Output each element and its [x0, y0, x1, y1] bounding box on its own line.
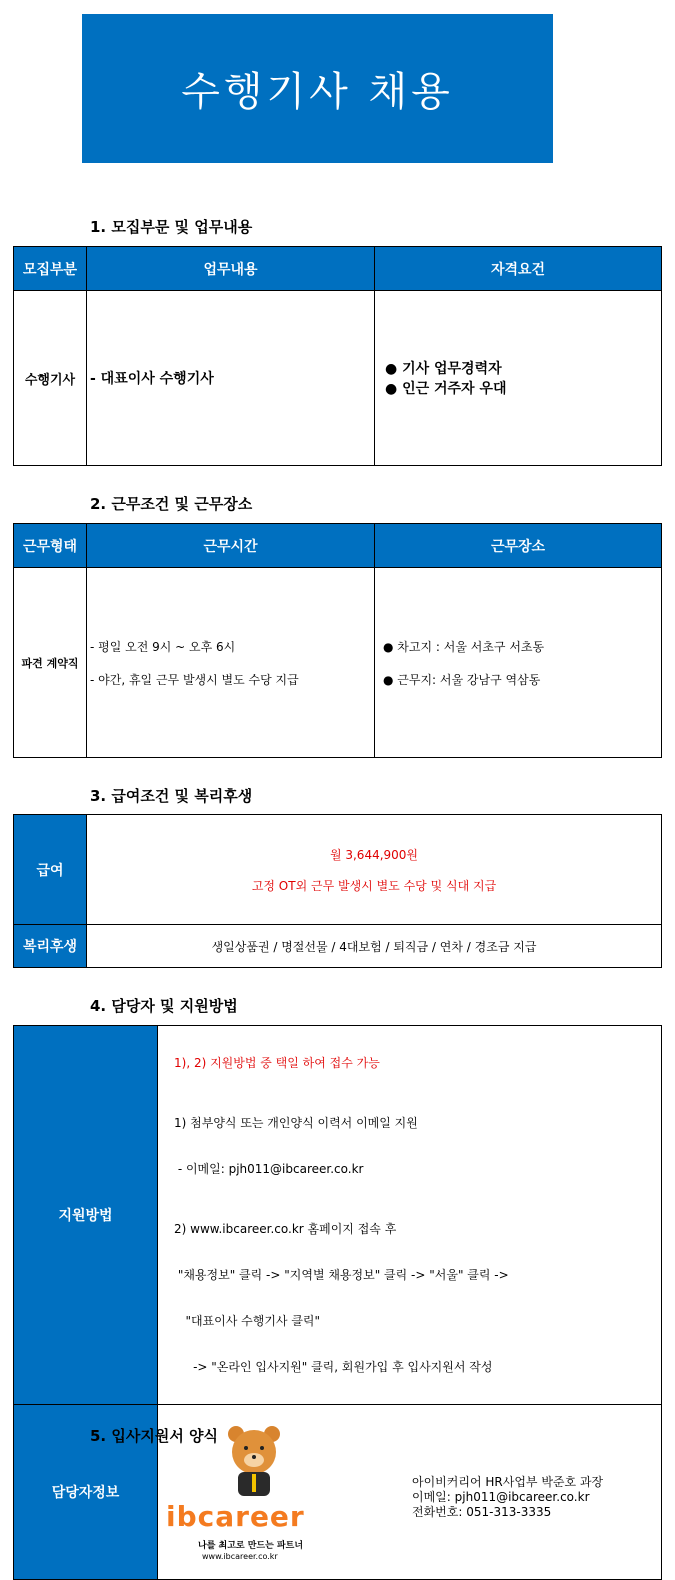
logo-wordmark: ibcareer	[166, 1500, 305, 1533]
header-category: 모집부분	[14, 247, 87, 291]
contact-email: 이메일: pjh011@ibcareer.co.kr	[412, 1489, 590, 1504]
apply-email: - 이메일: pjh011@ibcareer.co.kr	[174, 1162, 364, 1176]
duty-cell: - 대표이사 수행기사	[87, 291, 375, 466]
welfare-label: 복리후생	[14, 925, 87, 968]
apply-note: 1), 2) 지원방법 중 택일 하여 접수 가능	[174, 1056, 380, 1070]
header-requirements: 자격요건	[375, 247, 662, 291]
header-work-type: 근무형태	[14, 524, 87, 568]
salary-cell	[87, 815, 662, 925]
place-line: ● 차고지 : 서울 서초구 서초동	[383, 639, 545, 654]
salary-note: 고정 OT외 근무 발생시 별도 수당 및 식대 지급	[251, 878, 497, 893]
work-place-cell	[375, 568, 662, 758]
contact-cell	[158, 1405, 662, 1580]
header-work-hours: 근무시간	[87, 524, 375, 568]
apply-line: "채용정보" 클릭 -> "지역별 채용정보" 클릭 -> "서울" 클릭 ->	[174, 1268, 509, 1282]
recruit-table	[13, 246, 662, 466]
title-banner	[82, 14, 553, 163]
welfare-cell: 생일상품권 / 명절선물 / 4대보험 / 퇴직금 / 연차 / 경조금 지급	[87, 925, 662, 968]
requirements-cell	[375, 291, 662, 466]
apply-label: 지원방법	[14, 1026, 158, 1405]
section-3-heading: 3. 급여조건 및 복리후생	[90, 787, 253, 805]
logo-url: www.ibcareer.co.kr	[202, 1552, 278, 1561]
section-5-heading: 5. 입사지원서 양식	[90, 1427, 219, 1445]
salary-table	[13, 814, 662, 968]
role-cell: 수행기사	[14, 291, 87, 466]
contact-label: 담당자정보	[14, 1405, 158, 1580]
logo-tagline: 나를 최고로 만드는 파트너	[198, 1541, 304, 1551]
hours-line: - 평일 오전 9시 ~ 오후 6시	[90, 639, 236, 654]
section-4-heading: 4. 담당자 및 지원방법	[90, 997, 238, 1015]
place-line: ● 근무지: 서울 강남구 역삼동	[383, 672, 541, 687]
contact-name: 아이비커리어 HR사업부 박준호 과장	[412, 1474, 604, 1489]
apply-line: "대표이사 수행기사 클릭"	[174, 1314, 321, 1328]
work-hours-cell	[87, 568, 375, 758]
hours-line: - 야간, 휴일 근무 발생시 별도 수당 지급	[90, 672, 299, 687]
apply-line: -> "온라인 입사지원" 클릭, 회원가입 후 입사지원서 작성	[174, 1360, 493, 1374]
page-title: 수행기사 채용	[181, 69, 454, 115]
salary-label: 급여	[14, 815, 87, 925]
contact-table	[13, 1025, 662, 1580]
apply-line: 2) www.ibcareer.co.kr 홈페이지 접속 후	[174, 1222, 397, 1236]
header-duty: 업무내용	[87, 247, 375, 291]
apply-cell	[158, 1026, 662, 1405]
contact-info	[412, 1475, 603, 1520]
salary-amount: 월 3,644,900원	[329, 847, 419, 862]
contact-phone: 전화번호: 051-313-3335	[412, 1504, 552, 1519]
requirement-item: ● 인근 거주자 우대	[385, 381, 507, 397]
section-1-heading: 1. 모집부문 및 업무내용	[90, 218, 253, 236]
bear-mascot-icon	[216, 1422, 296, 1502]
apply-line: 1) 첨부양식 또는 개인양식 이력서 이메일 지원	[174, 1116, 418, 1130]
section-2-heading: 2. 근무조건 및 근무장소	[90, 495, 253, 513]
work-condition-table	[13, 523, 662, 758]
work-type-cell: 파견 계약직	[14, 568, 87, 758]
header-work-place: 근무장소	[375, 524, 662, 568]
requirement-item: ● 기사 업무경력자	[385, 361, 502, 377]
